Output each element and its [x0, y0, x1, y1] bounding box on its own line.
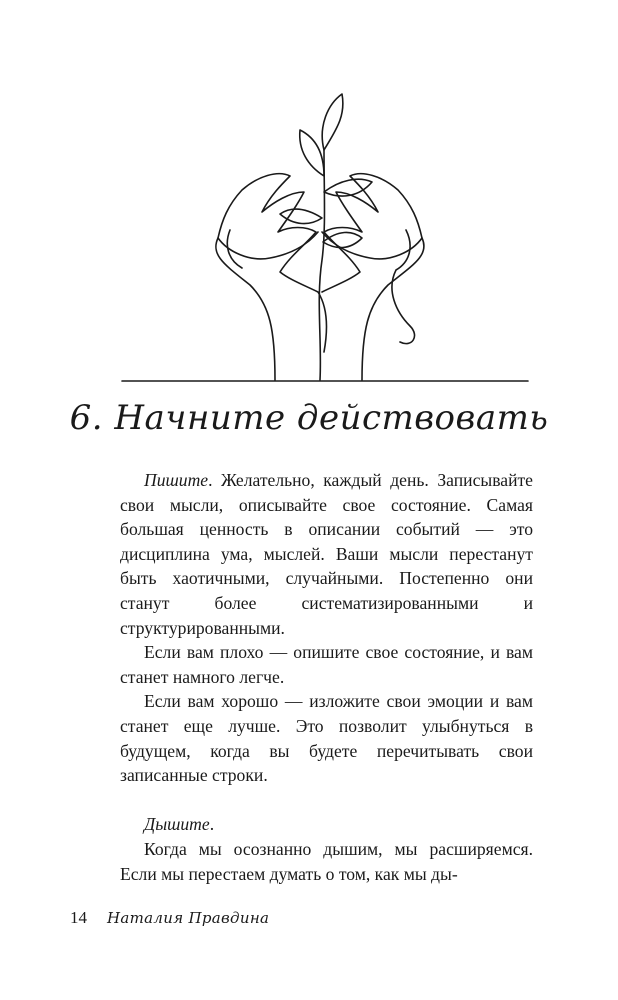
paragraph-write — [120, 468, 533, 640]
paragraph-if-good — [120, 689, 533, 787]
paragraph-if-bad — [120, 640, 533, 689]
paragraph-lead: Пишите — [144, 470, 209, 490]
paragraph-breathe — [120, 812, 533, 837]
paragraph-lead: Дышите — [144, 814, 210, 835]
paragraph-gap — [120, 788, 533, 813]
hands-holding-sprout-icon — [110, 80, 540, 390]
page-footer — [70, 908, 269, 928]
paragraph-text: . Желательно, каждый день. Записывайте свои мысли, описывайте свое состояние. Самая большая ценность в описании событий — это дисциплина ума, мыслей. Ваши мысли перестанут быть хаотичными, случайными. Постепенно они станут более систематизированными и структурированными. — [120, 470, 533, 638]
page-number: 14 — [70, 908, 87, 927]
paragraph-text: Если вам плохо — опишите свое состояние, и вам станет намного легче. — [120, 642, 533, 687]
body-text — [120, 468, 533, 886]
chapter-title: 6. Начните действовать — [69, 398, 549, 438]
paragraph-text: . — [209, 814, 215, 835]
paragraph-text: Если вам хорошо — изложите свои эмоции и вам станет еще лучше. Это позволит улыбнуться в будущем, когда вы будете перечитывать свои записанные строки. — [120, 691, 533, 786]
author-name: Наталия Правдина — [107, 909, 270, 927]
paragraph-breathing-text — [120, 837, 533, 886]
paragraph-text: Когда мы осознанно дышим, мы расширяемся. Если мы перестаем думать о том, как мы ды- — [120, 838, 533, 884]
